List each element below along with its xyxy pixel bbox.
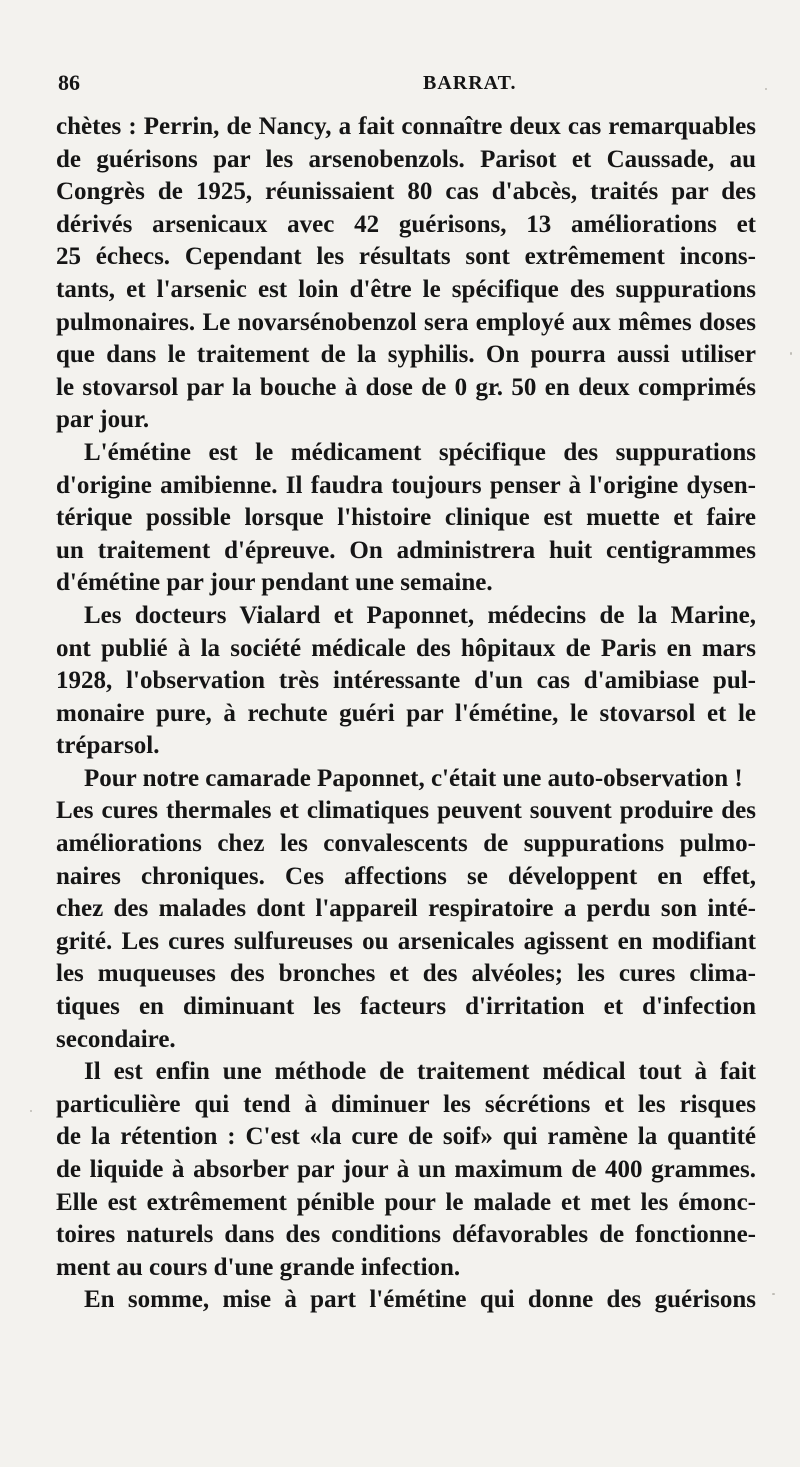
text-line: tiques en diminuant les facteurs d'irritation et d'infection bbox=[56, 993, 756, 1021]
text-line: L'émétine est le médicament spécifique des suppurations bbox=[84, 438, 756, 466]
running-head: BARRAT. bbox=[423, 72, 517, 94]
paper-speck bbox=[790, 352, 792, 355]
text-line: pulmonaires. Le novarsénobenzol sera employé aux mêmes doses bbox=[56, 308, 756, 336]
text-line: grité. Les cures sulfureuses ou arsenicales agissent en modifiant bbox=[56, 927, 756, 955]
text-line: dérivés arsenicaux avec 42 guérisons, 13 améliorations et bbox=[56, 210, 756, 238]
text-line: tréparsol. bbox=[56, 732, 160, 760]
paper-speck bbox=[765, 88, 767, 90]
text-line: les muqueuses des bronches et des alvéoles; les cures clima- bbox=[56, 960, 756, 988]
text-line: Les cures thermales et climatiques peuvent souvent produire des bbox=[56, 797, 756, 825]
text-line: d'origine amibienne. Il faudra toujours penser à l'origine dysen- bbox=[56, 471, 756, 499]
text-line: de liquide à absorber par jour à un maximum de 400 grammes. bbox=[56, 1156, 756, 1183]
text-line: Il est enfin une méthode de traitement médical tout à fait bbox=[84, 1058, 756, 1086]
text-line: 1928, l'observation très intéressante d'un cas d'amibiase pul- bbox=[56, 667, 756, 695]
text-line: chètes : Perrin, de Nancy, a fait connaître deux cas remarquables bbox=[56, 113, 756, 140]
page-header bbox=[58, 68, 756, 98]
text-line: améliorations chez les convalescents de suppurations pulmo- bbox=[56, 830, 756, 858]
text-line: chez des malades dont l'appareil respiratoire a perdu son inté- bbox=[56, 895, 756, 923]
text-line: térique possible lorsque l'histoire clinique est muette et faire bbox=[56, 504, 756, 532]
text-line: Elle est extrêmement pénible pour le malade et met les émonc- bbox=[56, 1188, 756, 1216]
text-line: de guérisons par les arsenobenzols. Parisot et Caussade, au bbox=[56, 145, 756, 173]
paper-speck bbox=[772, 1293, 775, 1295]
text-line: naires chroniques. Ces affections se développent en effet, bbox=[56, 862, 756, 890]
text-line: que dans le traitement de la syphilis. On pourra aussi utiliser bbox=[56, 341, 756, 369]
text-line: Les docteurs Vialard et Paponnet, médecins de la Marine, bbox=[84, 601, 756, 629]
paper-speck bbox=[30, 1110, 32, 1112]
text-line: par jour. bbox=[56, 406, 150, 434]
page-number: 86 bbox=[58, 70, 80, 95]
text-line: de la rétention : C'est «la cure de soif» qui ramène la quantité bbox=[56, 1123, 756, 1151]
text-line: tants, et l'arsenic est loin d'être le spécifique des suppurations bbox=[56, 275, 756, 303]
text-line: En somme, mise à part l'émétine qui donne des guérisons bbox=[84, 1286, 756, 1314]
text-line: 25 échecs. Cependant les résultats sont extrêmement incons- bbox=[56, 243, 756, 271]
text-line: Pour notre camarade Paponnet, c'était une auto-observation ! bbox=[84, 764, 743, 792]
text-line: toires naturels dans des conditions défavorables de fonctionne- bbox=[56, 1221, 756, 1249]
text-line: ont publié à la société médicale des hôpitaux de Paris en mars bbox=[56, 634, 756, 662]
text-line: un traitement d'épreuve. On administrera huit centigrammes bbox=[56, 536, 756, 564]
text-line: secondaire. bbox=[56, 1025, 176, 1053]
text-line: monaire pure, à rechute guéri par l'émétine, le stovarsol et le bbox=[56, 699, 756, 727]
text-line: le stovarsol par la bouche à dose de 0 gr. 50 en deux comprimés bbox=[56, 373, 756, 401]
text-line: d'émétine par jour pendant une semaine. bbox=[56, 569, 493, 597]
text-line: Congrès de 1925, réunissaient 80 cas d'abcès, traités par des bbox=[56, 178, 756, 206]
text-line: particulière qui tend à diminuer les sécrétions et les risques bbox=[56, 1090, 756, 1118]
text-line: ment au cours d'une grande infection. bbox=[56, 1253, 461, 1281]
body-text bbox=[56, 111, 756, 1317]
